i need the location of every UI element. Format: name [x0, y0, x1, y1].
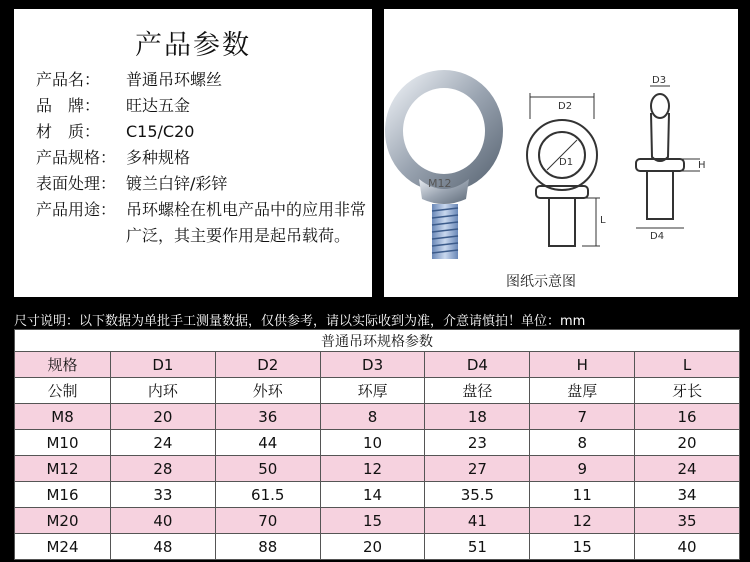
spec-value: 普通吊环螺丝	[126, 70, 223, 89]
header-cell: D3	[320, 352, 425, 378]
table-cell: 14	[320, 482, 425, 508]
drawing-caption: 图纸示意图	[506, 274, 576, 290]
header-cell: H	[530, 352, 635, 378]
table-header-names	[15, 378, 740, 404]
table-cell: 11	[530, 482, 635, 508]
spec-row-brand	[36, 93, 366, 119]
table-cell: M12	[15, 456, 111, 482]
table-cell: 44	[215, 430, 320, 456]
spec-label: 表面处理：	[36, 174, 117, 193]
header-cell: D2	[215, 352, 320, 378]
spec-label: 品 牌：	[36, 96, 101, 115]
spec-table	[14, 329, 740, 560]
eye-bolt-photo	[394, 79, 494, 259]
table-cell: 48	[111, 534, 216, 560]
header-cell: 牙长	[635, 378, 740, 404]
table-cell: 12	[320, 456, 425, 482]
table-cell: 16	[635, 404, 740, 430]
spec-value: 吊环螺栓在机电产品中的应用非常广泛，其主要作用是起吊载荷。	[126, 200, 367, 245]
table-row	[15, 534, 740, 560]
header-cell: 规格	[15, 352, 111, 378]
spec-label: 产品名：	[36, 70, 101, 89]
table-cell: 70	[215, 508, 320, 534]
spec-list	[36, 67, 366, 249]
spec-label: 材 质：	[36, 122, 101, 141]
table-cell: 36	[215, 404, 320, 430]
table-cell: 23	[425, 430, 530, 456]
table-cell: M24	[15, 534, 111, 560]
table-cell: 35.5	[425, 482, 530, 508]
panel-title: 产品参数	[135, 30, 251, 61]
table-cell: 41	[425, 508, 530, 534]
measurement-notice: 尺寸说明：以下数据为单批手工测量数据，仅供参考，请以实际收到为准，介意请慎拍！单位：mm	[14, 314, 586, 329]
header-cell: D4	[425, 352, 530, 378]
spec-label: 产品规格：	[36, 148, 117, 167]
table-cell: 15	[320, 508, 425, 534]
header-cell: 内环	[111, 378, 216, 404]
spec-row-usage	[36, 197, 366, 249]
table-row	[15, 482, 740, 508]
photo-marking: M12	[428, 177, 452, 190]
table-cell: M8	[15, 404, 111, 430]
table-row	[15, 508, 740, 534]
table-cell: 9	[530, 456, 635, 482]
table-cell: 27	[425, 456, 530, 482]
table-cell: 24	[635, 456, 740, 482]
table-cell: 50	[215, 456, 320, 482]
table-cell: 40	[111, 508, 216, 534]
table-cell: 33	[111, 482, 216, 508]
table-cell: 20	[320, 534, 425, 560]
table-cell: 61.5	[215, 482, 320, 508]
spec-row-material	[36, 119, 366, 145]
table-cell: 7	[530, 404, 635, 430]
table-cell: 40	[635, 534, 740, 560]
header-cell: 盘厚	[530, 378, 635, 404]
table-cell: 34	[635, 482, 740, 508]
dim-label-l: L	[600, 215, 606, 226]
table-cell: 10	[320, 430, 425, 456]
side-view-drawing	[636, 86, 700, 228]
header-cell: 盘径	[425, 378, 530, 404]
table-row	[15, 404, 740, 430]
table-header-codes	[15, 352, 740, 378]
header-cell: 环厚	[320, 378, 425, 404]
table-caption: 普通吊环规格参数	[15, 330, 740, 352]
table-cell: M10	[15, 430, 111, 456]
front-view-drawing	[527, 93, 600, 246]
table-cell: 51	[425, 534, 530, 560]
drawing-panel	[384, 9, 738, 297]
header-cell: L	[635, 352, 740, 378]
table-cell: 8	[530, 430, 635, 456]
table-row	[15, 456, 740, 482]
table-cell: 12	[530, 508, 635, 534]
header-cell: 公制	[15, 378, 111, 404]
spec-value: 镀兰白锌/彩锌	[126, 174, 228, 193]
table-cell: 88	[215, 534, 320, 560]
table-cell: 18	[425, 404, 530, 430]
table-cell: 8	[320, 404, 425, 430]
table-cell: 35	[635, 508, 740, 534]
spec-value: C15/C20	[126, 122, 195, 141]
dim-label-d3: D3	[652, 75, 667, 86]
spec-value: 多种规格	[126, 148, 191, 167]
spec-label: 产品用途：	[36, 200, 117, 219]
spec-row-finish	[36, 171, 366, 197]
table-row	[15, 430, 740, 456]
spec-value: 旺达五金	[126, 96, 191, 115]
table-cell: 24	[111, 430, 216, 456]
table-cell: 20	[635, 430, 740, 456]
dim-label-d4: D4	[650, 231, 665, 242]
dim-label-d2: D2	[558, 101, 573, 112]
eye-bolt-drawing	[384, 9, 738, 297]
table-cell: 15	[530, 534, 635, 560]
spec-row-size	[36, 145, 366, 171]
header-cell: D1	[111, 352, 216, 378]
table-cell: 20	[111, 404, 216, 430]
table-cell: 28	[111, 456, 216, 482]
table-cell: M20	[15, 508, 111, 534]
table-cell: M16	[15, 482, 111, 508]
dim-label-d1: D1	[559, 157, 574, 168]
product-info-panel	[14, 9, 372, 297]
dim-label-h: H	[698, 160, 706, 171]
header-cell: 外环	[215, 378, 320, 404]
spec-row-name	[36, 67, 366, 93]
